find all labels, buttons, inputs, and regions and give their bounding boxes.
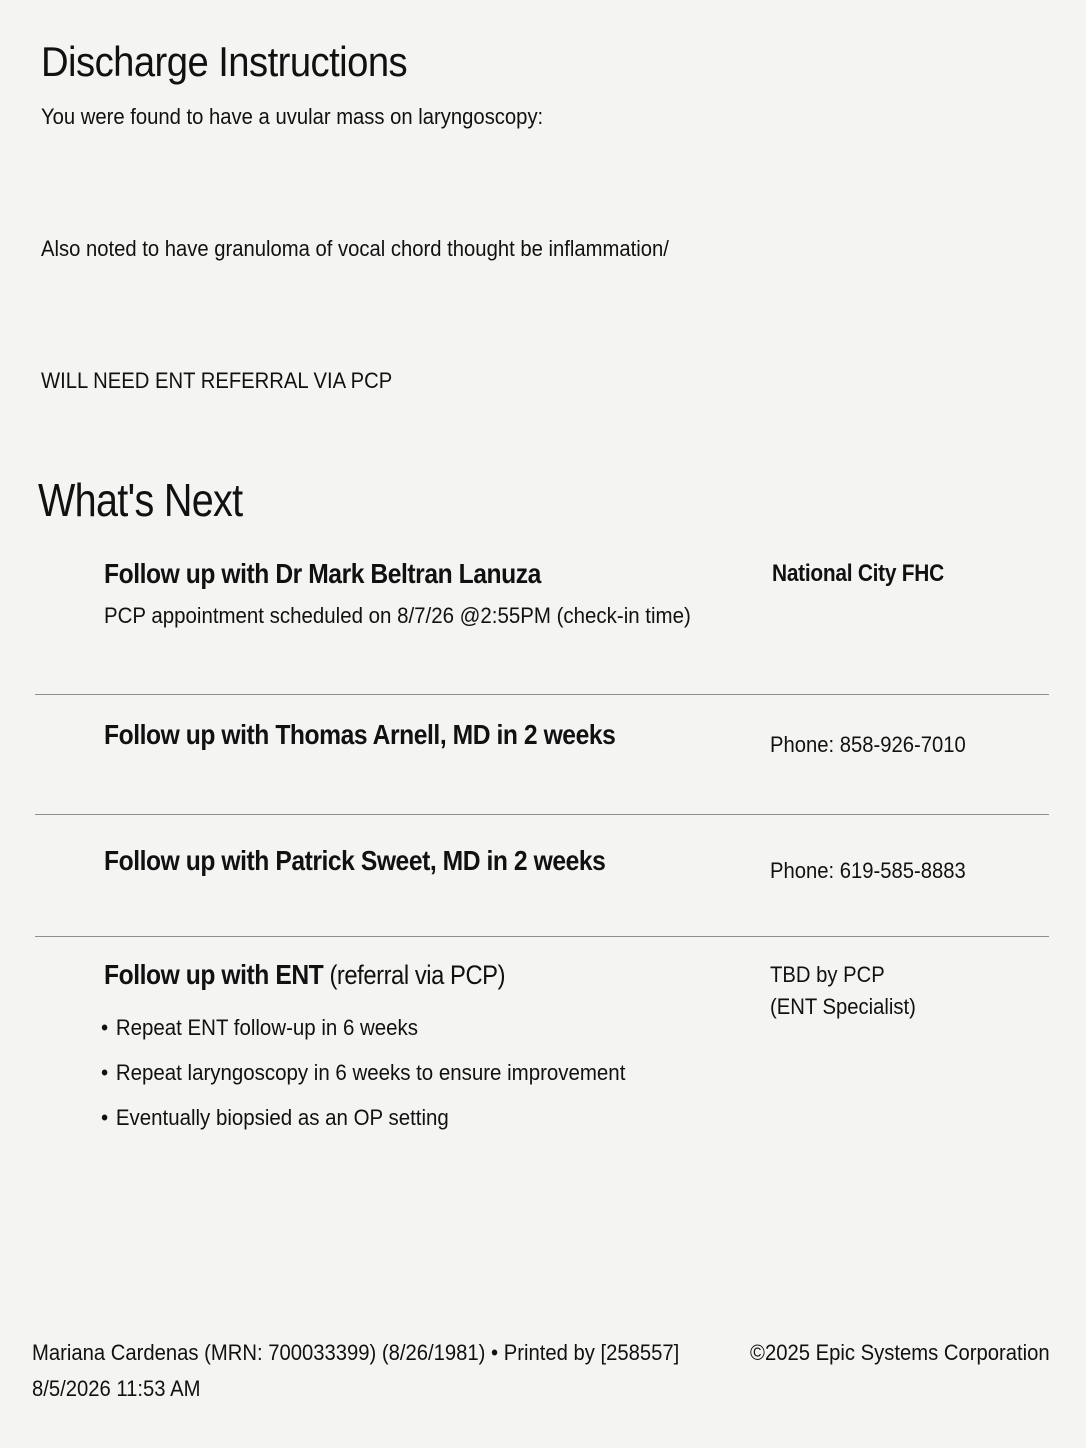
footer-printed-datetime: 8/5/2026 11:53 AM [32, 1376, 201, 1401]
followup-title: Follow up with Patrick Sweet, MD in 2 weeks [104, 845, 606, 876]
list-item: • Repeat ENT follow-up in 6 weeks [101, 1005, 625, 1050]
footer-patient-line: Mariana Cardenas (MRN: 700033399) (8/26/1981) • Printed by [258557] [32, 1340, 680, 1365]
section-divider [35, 814, 1049, 815]
instruction-text-3: WILL NEED ENT REFERRAL VIA PCP [41, 368, 393, 393]
followup-task-list [101, 1005, 665, 1140]
instruction-text-1: You were found to have a uvular mass on laryngoscopy: [41, 104, 544, 129]
followup-phone: Phone: 858-926-7010 [770, 732, 966, 757]
followup-title [104, 959, 505, 991]
followup-location [770, 959, 916, 1023]
footer-patient-info [32, 1335, 679, 1407]
followup-title-bold: Follow up with ENT [104, 959, 324, 990]
followup-title: Follow up with Thomas Arnell, MD in 2 weeks [104, 719, 616, 750]
followup-item [0, 959, 1086, 1149]
followup-location-line-1: TBD by PCP [770, 962, 885, 987]
followup-appointment-details: PCP appointment scheduled on 8/7/26 @2:55PM (check-in time) [104, 603, 691, 628]
followup-title: Follow up with Dr Mark Beltran Lanuza [104, 558, 541, 589]
followup-title-note: (referral via PCP) [323, 960, 506, 990]
followup-item [0, 719, 1086, 779]
section-divider [35, 936, 1049, 937]
followup-item [0, 558, 1086, 648]
section-divider [35, 694, 1049, 695]
followup-item [0, 845, 1086, 905]
instruction-text-2: Also noted to have granuloma of vocal chord thought be inflammation/ [41, 236, 669, 261]
followup-location-line-2: (ENT Specialist) [770, 993, 916, 1019]
followup-phone: Phone: 619-585-8883 [770, 858, 966, 883]
footer-copyright: ©2025 Epic Systems Corporation [750, 1340, 1050, 1365]
page-title: Discharge Instructions [41, 38, 408, 85]
list-item: • Repeat laryngoscopy in 6 weeks to ensure improvement [101, 1050, 625, 1095]
whats-next-heading: What's Next [38, 474, 243, 526]
list-item: • Eventually biopsied as an OP setting [101, 1095, 625, 1140]
followup-location: National City FHC [772, 560, 944, 587]
